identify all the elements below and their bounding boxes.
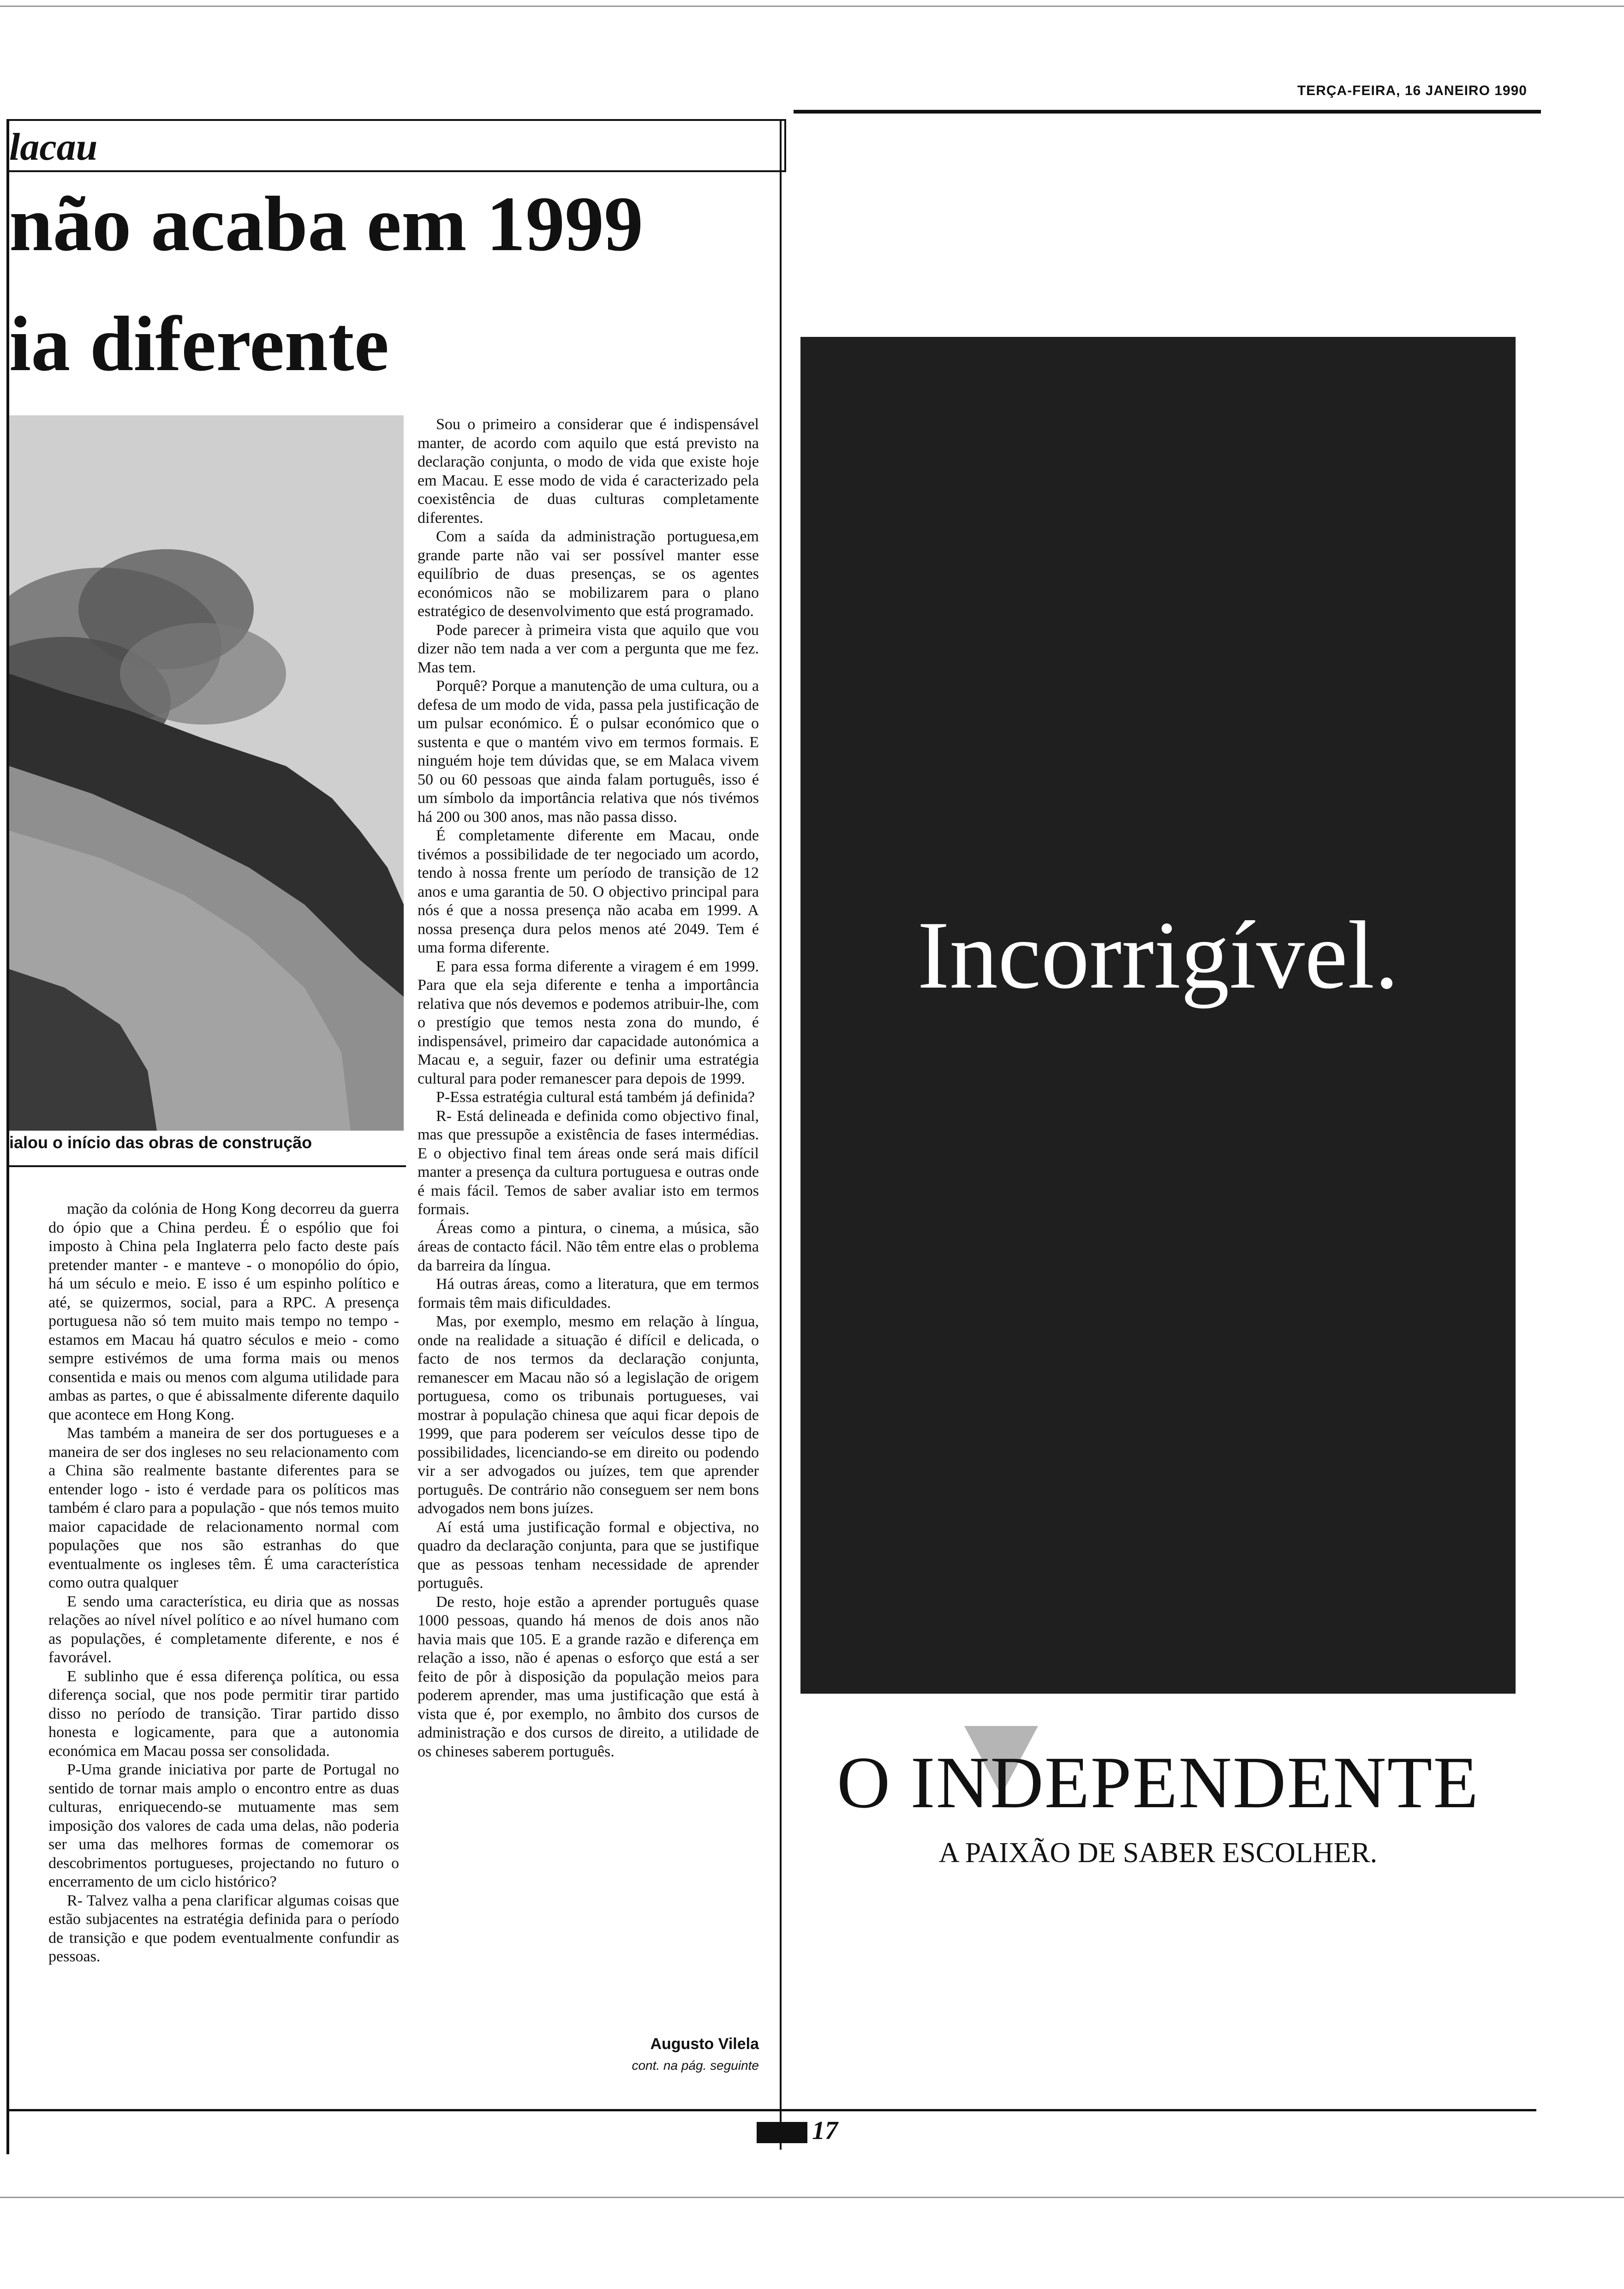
- article-column-left: [48, 1200, 399, 1966]
- footer-rule: [9, 2109, 1536, 2111]
- paragraph: De resto, hoje estão a aprender português quase 1000 pessoas, quando há menos de dois anos não havia mais que 105. E a grande razão e diferença em relação a isso, não é apenas o esforço que está a ser feito de pôr à disposição da população meios para poderem aprender, mas uma justificação que está à vista que é, por exemplo, no âmbito dos cursos de administração e dos cursos de direito, a utilidade de os chineses saberem português.: [418, 1593, 759, 1760]
- photo-caption: ialou o início das obras de construção: [9, 1133, 312, 1152]
- news-photo: [9, 415, 404, 1131]
- photo-illustration: [9, 415, 404, 1131]
- paragraph: E para essa forma diferente a viragem é em 1999. Para que ela seja diferente e tenha a importância relativa que nós devemos e podemos atribuir-lhe, com o prestígio que temos nesta zona do mundo, é indispensável, primeiro dar capacidade autonómica a Macau e, a seguir, fazer ou definir uma estratégia cultural para poder remanescer para depois de 1999.: [418, 958, 759, 1087]
- page-number: 17: [812, 2116, 838, 2145]
- ad-brand: O INDEPENDENTE: [836, 1741, 1480, 1823]
- paragraph: Mas também a maneira de ser dos portugueses e a maneira de ser dos ingleses no seu relacionamento com a China são realmente bastante diferentes para se entender logo - isto é verdade para os políticos mas também é claro para a população - que nós temos muito maior capacidade de relacionamento normal com populações que nos são estranhas do que eventualmente os ingleses têm. É uma característica como outra qualquer: [48, 1425, 399, 1591]
- paragraph: R- Está delineada e definida como objectivo final, mas que pressupõe a existência de fases intermédias. E o objectivo final tem áreas onde será mais difícil manter a presença da cultura portuguesa e outras onde é mais fácil. Temos de saber avaliar isto em termos formais.: [418, 1107, 759, 1218]
- dateline: TERÇA-FEIRA, 16 JANEIRO 1990: [1297, 83, 1527, 98]
- paragraph: P-Essa estratégia cultural está também já definida?: [436, 1089, 755, 1106]
- section-label: lacau: [9, 126, 98, 168]
- ad-slogan: Incorrigível.: [917, 902, 1399, 1009]
- paragraph: Com a saída da administração portuguesa,em grande parte não vai ser possível manter esse equilíbrio de duas presenças, se os agentes económicos não se mobilizarem para o plano estratégico de desenvolvimento que está programado.: [418, 528, 759, 620]
- article-column-right: [418, 415, 759, 1761]
- advertisement-panel: [800, 337, 1516, 1694]
- continued-note: cont. na pág. seguinte: [632, 2058, 759, 2073]
- paragraph: Aí está uma justificação formal e objectiva, no quadro da declaração conjunta, para que se justifique que as pessoas tenham necessidade de aprender português.: [418, 1518, 759, 1592]
- paragraph: E sendo uma característica, eu diria que as nossas relações ao nível nível político e ao nível humano com as populações, é completamente diferente, e nos é favorável.: [48, 1593, 399, 1666]
- paragraph: E sublinho que é essa diferença política, ou essa diferença social, que nos pode permitir tirar partido disso no período de transição. Tirar partido disso honesta e logicamente, para que a autonomia económica em Macau possa ser consolidada.: [48, 1667, 399, 1760]
- paragraph: É completamente diferente em Macau, onde tivémos a possibilidade de ter negociado um acordo, tendo à nossa frente um período de transição de 12 anos e uma garantia de 50. O objectivo principal para nós é que a nossa presença não acaba em 1999. A nossa presença dura pelos menos até 2049. Tem é uma forma diferente.: [418, 827, 759, 956]
- paragraph: R- Talvez valha a pena clarificar algumas coisas que estão subjacentes na estratégia definida para o período de transição e que podem eventualmente confundir as pessoas.: [48, 1892, 399, 1965]
- paragraph: P-Uma grande iniciativa por parte de Portugal no sentido de tornar mais amplo o encontro entre as duas culturas, enriquecendo-se mutuamente mas sem imposição dos valores de cada uma delas, não poderia ser uma das melhores formas de comemorar os descobrimentos portugueses, projectando no futuro o encerramento de um ciclo histórico?: [48, 1761, 399, 1890]
- paragraph: Mas, por exemplo, mesmo em relação à língua, onde na realidade a situação é difícil e delicada, o facto de nos termos da declaração conjunta, remanescer em Macau não só a legislação de origem portuguesa, como os tribunais portugueses, vai mostrar à população chinesa que aqui ficar depois de 1999, que para poderem ser veículos desse tipo de possibilidades, licenciando-se em direito ou podendo vir a ser advogados ou juízes, tem que aprender português. De contrário não conseguem ser nem bons advogados nem bons juízes.: [418, 1313, 759, 1517]
- column-divider: [780, 119, 782, 2150]
- paragraph: Sou o primeiro a considerar que é indispensável manter, de acordo com aquilo que está previsto na declaração conjunta, o modo de vida que existe hoje em Macau. E esse modo de vida é caracterizado pela coexistência de duas culturas completamente diferentes.: [418, 416, 759, 527]
- header-rule: [794, 110, 1541, 114]
- publication-logo-icon: [757, 2122, 807, 2143]
- section-box: [6, 119, 786, 172]
- paragraph: Porquê? Porque a manutenção de uma cultura, ou a defesa de um modo de vida, passa pela justificação de um pulsar económico. É o pulsar económico que o sustenta e que o mantém vivo em termos formais. E ninguém hoje tem dúvidas que, se em Malaca vivem 50 ou 60 pessoas que ainda falam português, isso é um símbolo da importância relativa que nós tivémos há 200 ou 300 anos, mas não passa disso.: [418, 677, 759, 826]
- byline: Augusto Vilela: [650, 2035, 759, 2053]
- paragraph: mação da colónia de Hong Kong decorreu da guerra do ópio que a China perdeu. É o espólio que foi imposto à China pela Inglaterra pelo facto deste país pretender manter - e manteve - o monopólio do ópio, há um século e meio. E isso é um espinho político e até, se quizermos, social, para a RPC. A presença portuguesa não só tem muito mais tempo no tempo - estamos em Macau há quatro séculos e meio - como sempre estivémos de uma forma mais ou menos consentida e mais ou menos com alguma utilidade para ambas as partes, o que é abissalmente diferente daquilo que acontece em Hong Kong.: [48, 1200, 399, 1423]
- scan-edge-top: [0, 6, 1624, 7]
- scan-edge-bottom: [0, 2197, 1624, 2198]
- paragraph: Áreas como a pintura, o cinema, a música, são áreas de contacto fácil. Não têm entre elas o problema da barreira da língua.: [418, 1219, 759, 1274]
- headline-line-2: ia diferente: [9, 300, 389, 387]
- paragraph: Há outras áreas, como a literatura, que em termos formais têm mais dificuldades.: [418, 1276, 759, 1312]
- paragraph: Pode parecer à primeira vista que aquilo que vou dizer não tem nada a ver com a pergunta que me fez. Mas tem.: [418, 621, 759, 676]
- ad-tagline: A PAIXÃO DE SABER ESCOLHER.: [938, 1837, 1378, 1869]
- headline-line-1: não acaba em 1999: [9, 180, 644, 267]
- caption-rule: [9, 1165, 406, 1167]
